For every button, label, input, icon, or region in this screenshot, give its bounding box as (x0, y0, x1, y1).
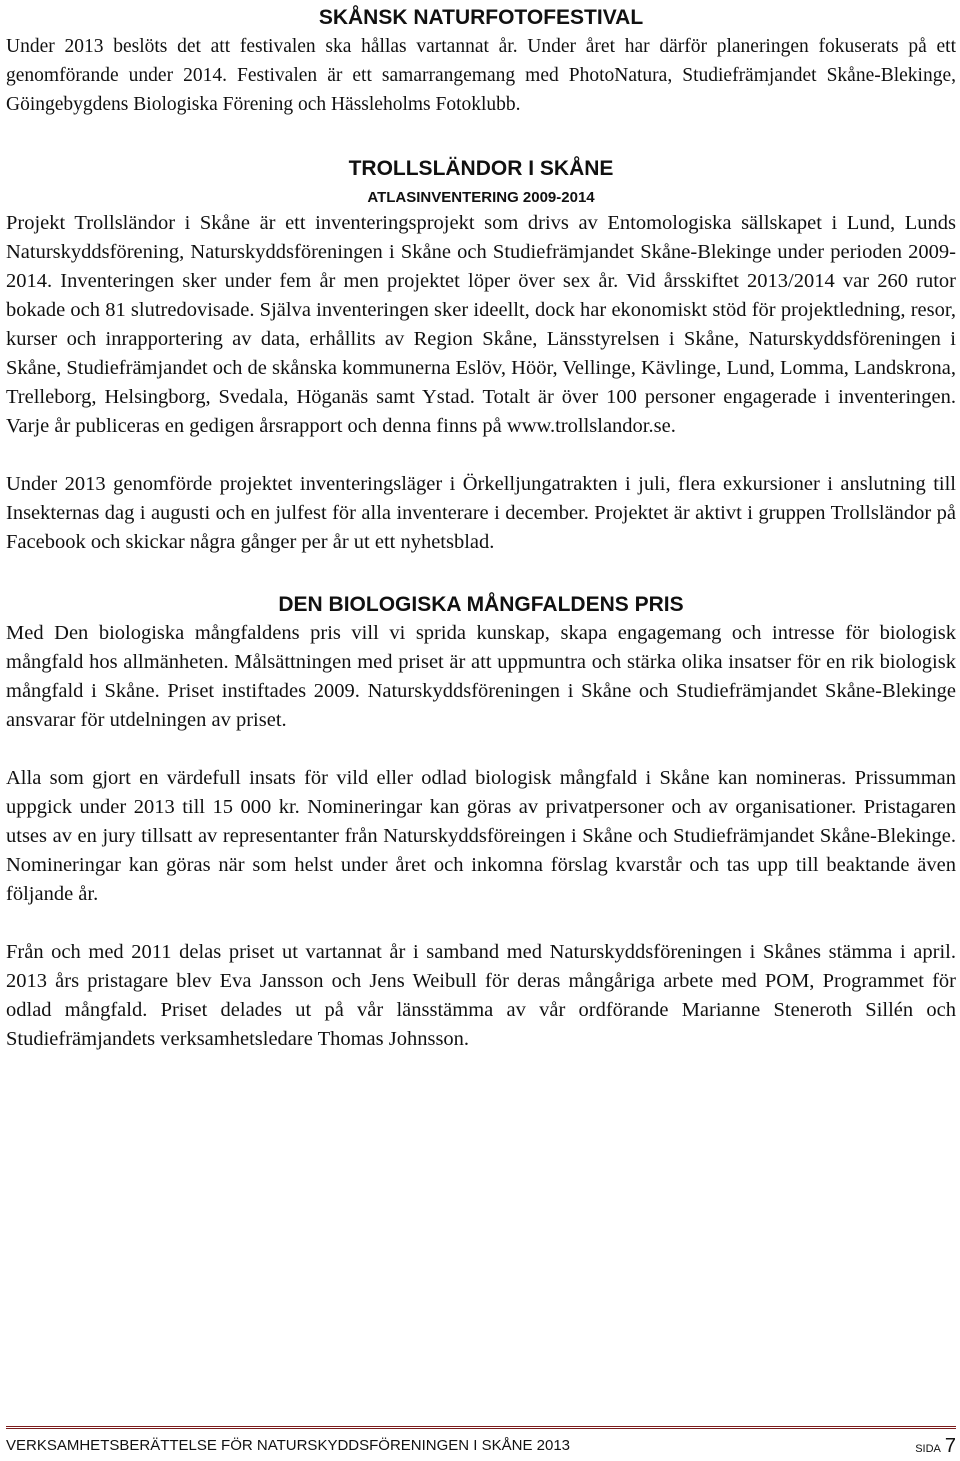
document-page (6, 0, 956, 1054)
trollslandor-paragraph-2: Under 2013 genomförde projektet inventeringsläger i Örkelljungatrakten i juli, flera exkursioner i anslutning till Insekternas dag i augusti och en julfest för alla inventerare i december. Projektet är aktivt i gruppen Trollsländor på Facebook och skickar några gånger per år ut ett nyhetsblad. (6, 473, 956, 553)
page-footer (6, 1434, 956, 1458)
page-indicator (915, 1434, 956, 1461)
biodiversity-heading: DEN BIOLOGISKA MÅNGFALDENS PRIS (278, 593, 684, 616)
festival-paragraph: Under 2013 beslöts det att festivalen ska hållas vartannat år. Under året har därför planeringen fokuserats på ett genomförande under 2014. Festivalen är ett samarrangemang med PhotoNatura, Studiefrämjandet Skåne-Blekinge, Göingebygdens Biologiska Förening och Hässleholms Fotoklubb. (6, 36, 956, 115)
trollslandor-heading: TROLLSLÄNDOR I SKÅNE (348, 157, 614, 180)
footer-divider (6, 1426, 956, 1429)
biodiversity-paragraph-3: Från och med 2011 delas priset ut vartannat år i samband med Naturskyddsföreningen i Skånes stämma i april. 2013 års pristagare blev Eva Jansson och Jens Weibull för deras mångåriga arbete med POM, Programmet för odlad mångfald. Priset delades ut på vår länsstämma av vår ordförande Marianne Steneroth Sillén och Studiefrämjandets verksamhetsledare Thomas Johnsson. (6, 941, 956, 1050)
biodiversity-paragraph-1: Med Den biologiska mångfaldens pris vill vi sprida kunskap, skapa engagemang och intresse för biologisk mångfald hos allmänheten. Målsättningen med priset är att uppmuntra och stärka olika insatser för en rik biologisk mångfald i Skåne. Priset instiftades 2009. Naturskyddsföreningen i Skåne och Studiefrämjandet Skåne-Blekinge ansvarar för utdelningen av priset. (6, 622, 956, 731)
page-number: 7 (944, 1435, 956, 1457)
trollslandor-subheading: ATLASINVENTERING 2009-2014 (367, 189, 595, 206)
trollslandor-paragraph-1: Projekt Trollsländor i Skåne är ett inventeringsprojekt som drivs av Entomologiska sällskapet i Lund, Lunds Naturskyddsförening, Naturskyddsföreningen i Skåne och Studiefrämjandet Skåne-Blekinge under perioden 2009-2014. Inventeringen sker under fem år men projektet löper över sex år. Vid årsskiftet 2013/2014 var 260 rutor bokade och 81 slutredovisade. Själva inventeringen sker ideellt, dock har ekonomiskt stöd för projektledning, resor, kurser och inrapportering av data, erhållits av Region Skåne, Länsstyrelsen i Skåne, Naturskyddsföreningen i Skåne, Studiefrämjandet och de skånska kommunerna Eslöv, Höör, Vellinge, Kävlinge, Lund, Lomma, Landskrona, Trelleborg, Helsingborg, Svedala, Höganäs samt Ystad. Totalt är över 100 personer engagerade i inventeringen. Varje år publiceras en gedigen årsrapport och denna finns på www.trollslandor.se. (6, 212, 956, 437)
footer-title: VERKSAMHETSBERÄTTELSE FÖR NATURSKYDDSFÖRENINGEN I SKÅNE 2013 (6, 1437, 571, 1454)
page-label: SIDA (915, 1443, 941, 1455)
festival-heading: SKÅNSK NATURFOTOFESTIVAL (318, 6, 644, 29)
biodiversity-paragraph-2: Alla som gjort en värdefull insats för vild eller odlad biologisk mångfald i Skåne kan nomineras. Prissumman uppgick under 2013 till 15 000 kr. Nomineringar kan göras av privatpersoner och av organisationer. Pristagaren utses av en jury tillsatt av representanter från Naturskyddsföreingen i Skåne och Studiefrämjandet Skåne-Blekinge. Nomineringar kan göras när som helst under året och inkomna förslag kvarstår och tas upp till beaktande även följande år. (6, 767, 956, 905)
